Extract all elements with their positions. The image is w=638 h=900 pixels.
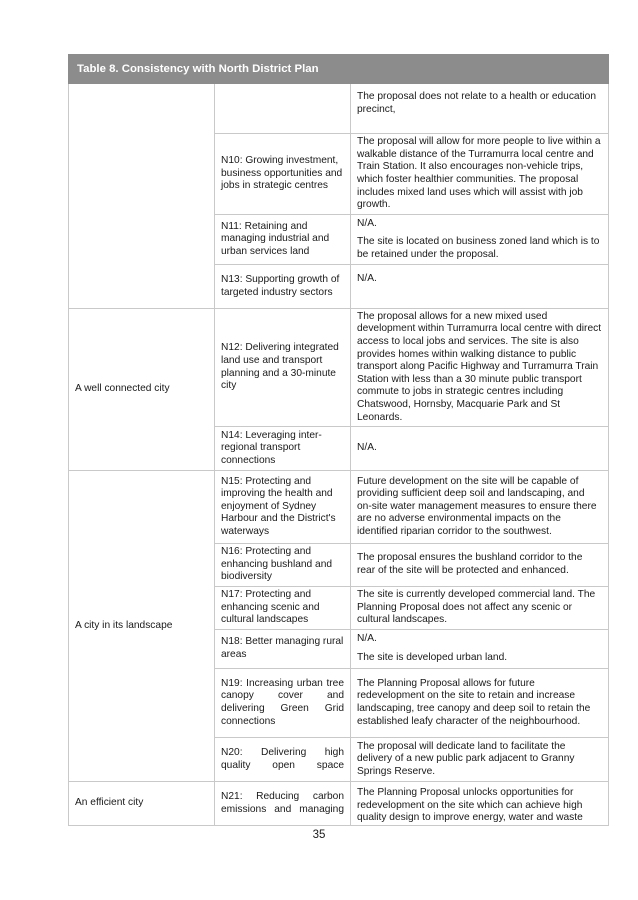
comment-text: The proposal will allow for more people to live within a walkable distance of the Turramurra local centre and Train Station. It also encourages non-vehicle trips, which foster healthier communities. The proposal includes mixed land uses which will assist with job growth.	[357, 136, 601, 211]
comment-cell	[351, 630, 609, 669]
comment-cell	[351, 84, 609, 134]
comment-text: The site is located on business zoned land which is to be retained under the proposal.	[357, 236, 600, 260]
planning-priority-cell	[215, 84, 351, 134]
comment-text: The proposal will dedicate land to facilitate the delivery of a new public park adjacent to Granny Springs Reserve.	[357, 740, 575, 777]
comment-cell	[351, 134, 609, 215]
theme-cell: A city in its landscape	[69, 471, 215, 782]
planning-priority-cell: N13: Supporting growth of targeted industry sectors	[215, 265, 351, 309]
table-row	[69, 84, 609, 134]
comment-text: The site is currently developed commercial land. The Planning Proposal does not affect any scenic or cultural landscapes.	[357, 589, 596, 626]
comment-cell	[351, 587, 609, 630]
planning-priority-cell: N12: Delivering integrated land use and transport planning and a 30-minute city	[215, 309, 351, 427]
comment-text: N/A.	[357, 217, 377, 229]
table-row	[69, 782, 609, 826]
consistency-table	[68, 54, 609, 826]
comment-text: N/A.	[357, 633, 377, 645]
theme-cell	[69, 84, 215, 309]
planning-priority-cell: N19: Increasing urban tree canopy cover and delivering Green Grid connections	[215, 669, 351, 738]
comment-cell	[351, 471, 609, 544]
table-row	[69, 309, 609, 427]
comment-text: The proposal allows for a new mixed used development within Turramurra local centre with direct access to local jobs and services. The site is also provides homes within walking distance to public transport along Pacific Highway and Turramurra Train Station with less than a 30 minute public transport commute to jobs in strategic centres including Chatswood, Hornsby, Macquarie Park and St Leonards.	[357, 310, 602, 423]
table-row	[69, 471, 609, 544]
comment-text: N/A.	[357, 273, 377, 284]
comment-cell	[351, 427, 609, 471]
table-title: Table 8. Consistency with North District Plan	[69, 55, 609, 84]
planning-priority-cell: N18: Better managing rural areas	[215, 630, 351, 669]
comment-cell	[351, 309, 609, 427]
comment-text: The proposal does not relate to a health or education precinct,	[357, 91, 597, 115]
planning-priority-cell: N21: Reducing carbon emissions and managing	[215, 782, 351, 826]
planning-priority-cell: N14: Leveraging inter-regional transport connections	[215, 427, 351, 471]
comment-text: The site is developed urban land.	[357, 652, 508, 663]
comment-text: The proposal ensures the bushland corridor to the rear of the site will be protected and enhanced.	[357, 552, 583, 576]
planning-priority-cell: N11: Retaining and managing industrial and urban services land	[215, 215, 351, 265]
comment-text: N/A.	[357, 442, 377, 454]
theme-cell: A well connected city	[69, 309, 215, 471]
table-header-row	[69, 55, 609, 84]
theme-cell: An efficient city	[69, 782, 215, 826]
comment-cell	[351, 265, 609, 309]
comment-text: Future development on the site will be capable of providing sufficient deep soil and landscaping, and on-site water management measures to ensure there are no adverse environmental impacts on the identified riparian corridor to the southwest.	[357, 475, 597, 537]
comment-text: The Planning Proposal allows for future redevelopment on the site to retain and increase landscaping, tree canopy and deep soil to retain the established leafy character of the neighbourhood.	[357, 677, 591, 727]
planning-priority-cell: N15: Protecting and improving the health and enjoyment of Sydney Harbour and the District's waterways	[215, 471, 351, 544]
planning-priority-cell: N20: Delivering high quality open space	[215, 738, 351, 782]
planning-priority-cell: N17: Protecting and enhancing scenic and cultural landscapes	[215, 587, 351, 630]
comment-text: The Planning Proposal unlocks opportunities for redevelopment on the site which can achieve high quality design to improve energy, water and waste	[357, 787, 583, 824]
planning-priority-cell: N16: Protecting and enhancing bushland and biodiversity	[215, 544, 351, 587]
comment-cell	[351, 544, 609, 587]
comment-cell	[351, 782, 609, 826]
comment-cell	[351, 738, 609, 782]
page-number: 35	[312, 829, 326, 841]
comment-cell	[351, 215, 609, 265]
planning-priority-cell: N10: Growing investment, business opportunities and jobs in strategic centres	[215, 134, 351, 215]
comment-cell	[351, 669, 609, 738]
